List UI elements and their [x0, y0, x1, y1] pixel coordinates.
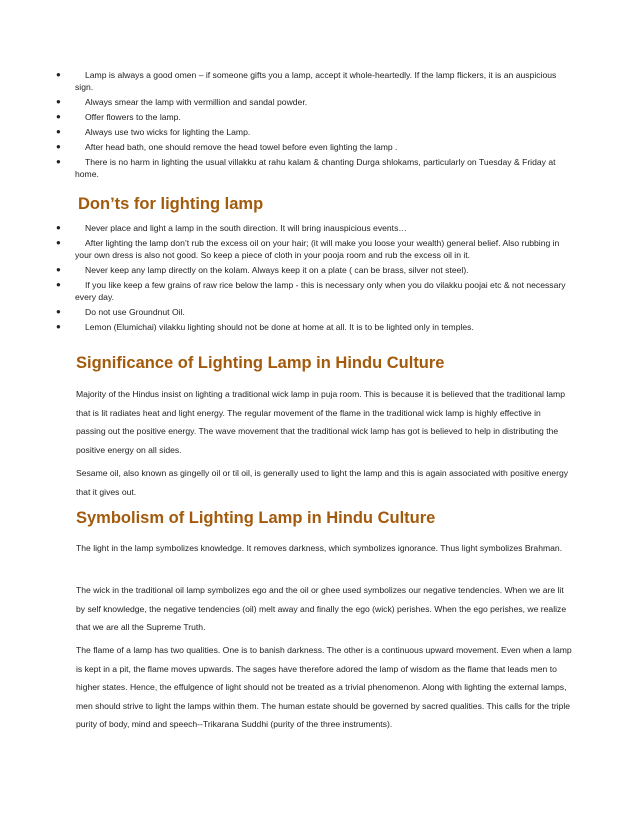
- symbolism-heading: Symbolism of Lighting Lamp in Hindu Culture: [76, 509, 436, 527]
- significance-paragraph: Sesame oil, also known as gingelly oil or til oil, is generally used to light the lamp and this is again associated with positive energy that it gives out.: [76, 468, 569, 497]
- list-item: [0, 264, 638, 276]
- bullet-icon: ●: [56, 112, 61, 121]
- list-item: [0, 306, 638, 318]
- bullet-icon: ●: [56, 70, 61, 79]
- list-item-text: After head bath, one should remove the head towel before even lighting the lamp .: [85, 142, 398, 152]
- dos-list: [0, 69, 638, 183]
- list-item: [0, 126, 638, 138]
- bullet-icon: ●: [56, 322, 61, 331]
- list-item-text: Lamp is always a good omen – if someone gifts you a lamp, accept it whole-heartedly. If the lamp flickers, it is an auspicious sign.: [75, 70, 557, 92]
- bullet-icon: ●: [56, 307, 61, 316]
- list-item: [0, 237, 638, 261]
- bullet-icon: ●: [56, 142, 61, 151]
- bullet-icon: ●: [56, 97, 61, 106]
- list-item: [0, 111, 638, 123]
- list-item: [0, 321, 638, 333]
- list-item-text: If you like keep a few grains of raw rice below the lamp - this is necessary only when you do vilakku poojai etc & not necessary every day.: [75, 280, 566, 302]
- bullet-icon: ●: [56, 127, 61, 136]
- bullet-icon: ●: [56, 157, 61, 166]
- list-item-text: After lighting the lamp don’t rub the excess oil on your hair; (it will make you loose your wealth) general belief. Also rubbing in your own dress is also not good. So keep a piece of cloth in your pooja room and rub the excess oil in it.: [75, 238, 560, 260]
- list-item: [0, 156, 638, 180]
- list-item-text: Lemon (Elumichai) vilakku lighting should not be done at home at all. It is to be lighted only in temples.: [85, 322, 474, 332]
- list-item: [0, 279, 638, 303]
- symbolism-paragraph: The light in the lamp symbolizes knowledge. It removes darkness, which symbolizes ignorance. Thus light symbolizes Brahman.: [76, 543, 563, 553]
- list-item-text: Offer flowers to the lamp.: [85, 112, 181, 122]
- bullet-icon: ●: [56, 280, 61, 289]
- bullet-icon: ●: [56, 223, 61, 232]
- list-item-text: Never place and light a lamp in the south direction. It will bring inauspicious events…: [85, 223, 407, 233]
- list-item-text: Always use two wicks for lighting the Lamp.: [85, 127, 251, 137]
- list-item-text: Do not use Groundnut Oil.: [85, 307, 185, 317]
- list-item-text: There is no harm in lighting the usual villakku at rahu kalam & chanting Durga shlokams, particularly on Tuesday & Friday at home.: [75, 157, 556, 179]
- donts-list: [0, 222, 638, 336]
- donts-heading: Don’ts for lighting lamp: [78, 195, 264, 213]
- symbolism-paragraph: The flame of a lamp has two qualities. One is to banish darkness. The other is a continuous upward movement. Even when a lamp is kept in a pit, the flame moves upwards. The sages have therefore adored the lamp of wisdom as the flame that leads men to higher states. Hence, the effulgence of light should not be treated as a trivial phenomenon. Along with lighting the external lamps, men should strive to light the lamps within them. The human estate should be governed by sacred qualities. This calls for the triple purity of body, mind and speech--Trikarana Suddhi (purity of the three instruments).: [76, 645, 572, 730]
- bullet-icon: ●: [56, 265, 61, 274]
- list-item: [0, 96, 638, 108]
- significance-paragraph: Majority of the Hindus insist on lighting a traditional wick lamp in puja room. This is because it is believed that the traditional lamp that is lit radiates heat and light energy. The regular movement of the flame in the traditional wick lamp is highly effective in passing out the positive energy. The wave movement that the traditional wick lamp has got is believed to help in distributing the positive energy on all sides.: [76, 389, 565, 455]
- bullet-icon: ●: [56, 238, 61, 247]
- significance-heading: Significance of Lighting Lamp in Hindu Culture: [76, 354, 445, 372]
- list-item: [0, 141, 638, 153]
- symbolism-paragraph: The wick in the traditional oil lamp symbolizes ego and the oil or ghee used symbolizes our negative tendencies. When we are lit by self knowledge, the negative tendencies (oil) melt away and finally the ego (wick) perishes. When the ego perishes, we realize that we are all the Supreme Truth.: [76, 585, 567, 633]
- list-item-text: Never keep any lamp directly on the kolam. Always keep it on a plate ( can be brass, silver not steel).: [85, 265, 469, 275]
- list-item: [0, 222, 638, 234]
- list-item: [0, 69, 638, 93]
- list-item-text: Always smear the lamp with vermillion and sandal powder.: [85, 97, 308, 107]
